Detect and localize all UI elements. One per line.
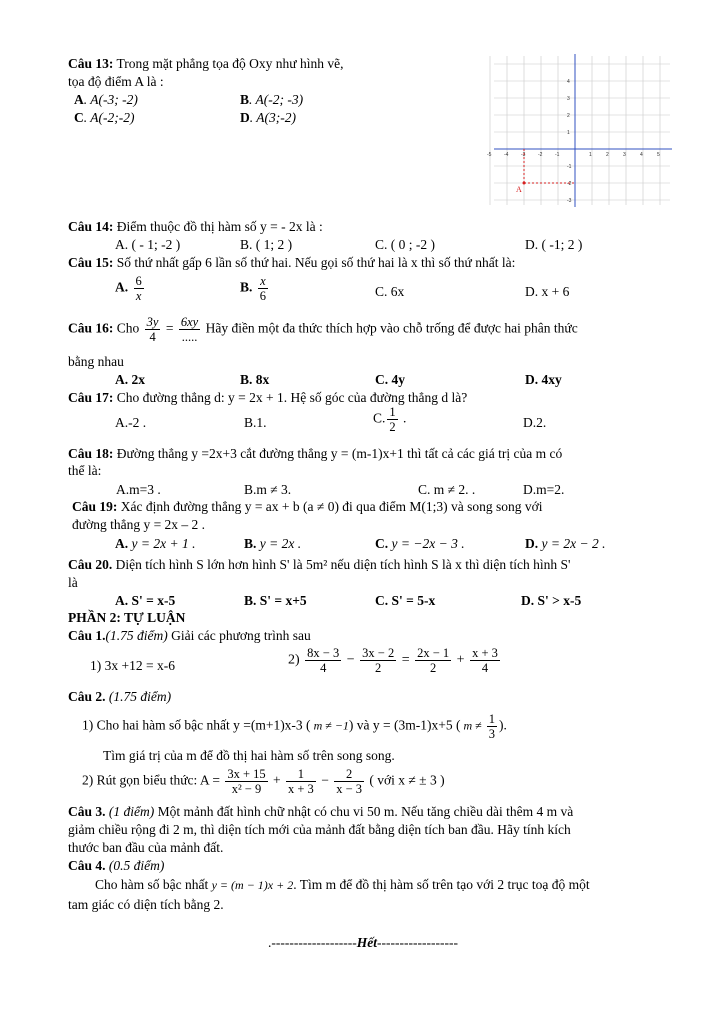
q18-line2: thể là:: [68, 463, 102, 478]
q16-option-c: C. 4y: [375, 372, 405, 387]
y-tick-label: 4: [567, 79, 570, 85]
point-a-label: A: [516, 185, 522, 194]
x-tick-label: -4: [504, 152, 509, 158]
q19-option-c: C. y = −2x − 3 .: [375, 536, 465, 551]
q18-option-b: B.m ≠ 3.: [244, 482, 292, 497]
point-a: [523, 182, 526, 185]
x-tick-label: 3: [623, 152, 626, 158]
q16-line2: bằng nhau: [68, 354, 124, 369]
q14-line: Câu 14: Điểm thuộc đồ thị hàm số y = - 2x là :: [68, 219, 323, 234]
q17-option-c: C. $\frac{1}{2}$ .: [373, 405, 407, 434]
q17-option-a: A.-2 .: [115, 415, 147, 430]
q14-option-d: D. ( -1; 2 ): [525, 237, 583, 252]
q13-label: Câu 13:: [68, 56, 114, 71]
grid-lines: [490, 56, 670, 205]
q16-line: Câu 16: Cho $\frac{3y}{4}$ = $\frac{6xy}{.....}$ Hãy điền một đa thức thích hợp vào chỗ trống để được hai phân thức: [68, 315, 578, 344]
x-tick-label: 4: [640, 152, 643, 158]
q15-option-a: A. $\frac{6}{x}$: [115, 274, 142, 303]
part2-title: PHẦN 2: TỰ LUẬN: [68, 610, 186, 625]
q19-option-a: A. y = 2x + 1 .: [115, 536, 196, 551]
q13-text: Trong mặt phẳng tọa độ Oxy như hình vẽ,: [113, 56, 344, 71]
essay4-line2: tam giác có diện tích bằng 2.: [68, 897, 224, 912]
q16-option-b: B. 8x: [240, 372, 270, 387]
essay2-line: Câu 2. (1.75 điểm): [68, 689, 172, 704]
essay4-text: Cho hàm số bậc nhất y = (m − 1)x + 2. Tìm m để đồ thị hàm số trên tạo với 2 trục toạ độ một: [95, 877, 590, 892]
essay3-line2: giảm chiều rộng đi 2 m, thì diện tích mới của mảnh đất bằng diện tích ban đầu. Hãy tính kích: [68, 822, 571, 837]
essay2-part1: 1) Cho hai hàm số bậc nhất y =(m+1)x-3 ( m ≠ −1) và y = (3m-1)x+5 ( m ≠ $\frac{1}{3}$ ).: [82, 712, 507, 741]
q16-option-d: D. 4xy: [525, 372, 562, 387]
q16-option-a: A. 2x: [115, 372, 145, 387]
essay2-part2: 2) Rút gọn biểu thức: A = $\frac{3x + 15}{\text{x² − 9}}$ + $\frac{1}{x + 3}$ − $\frac{2}{x - 3}$ ( với x ≠ ± 3 ): [82, 767, 445, 796]
essay1-eq2: 2) $\frac{8x - 3}{4}$ − $\frac{3x - 2}{2}$ = $\frac{2x - 1}{2}$ + $\frac{x + 3}{4}$: [288, 646, 498, 675]
q20-option-d: D. S' > x-5: [521, 593, 582, 608]
x-tick-label: 2: [606, 152, 609, 158]
q15-option-b: B. $\frac{x}{6}$: [240, 274, 267, 303]
q15-option-d: D. x + 6: [525, 284, 570, 299]
y-tick-label: 2: [567, 113, 570, 119]
y-tick-label: 3: [567, 96, 570, 102]
q13-option-b: B. A(-2; -3): [240, 92, 304, 107]
q13-option-d: D. A(3;-2): [240, 110, 296, 125]
x-tick-label: -3: [521, 152, 526, 158]
essay3-line1: Câu 3. (1 điểm) Một mảnh đất hình chữ nhật có chu vi 50 m. Nếu tăng chiều dài thêm 4 m và: [68, 804, 574, 819]
q18-option-c: C. m ≠ 2. .: [418, 482, 476, 497]
footer-end-mark: .-------------------Hết------------------: [268, 935, 458, 950]
essay1-eq1: 1) 3x +12 = x-6: [90, 658, 175, 673]
q13-line1: [68, 55, 343, 72]
y-tick-label: -3: [567, 198, 572, 204]
q20-option-a: A. S' = x-5: [115, 593, 176, 608]
essay3-line3: thước ban đầu của mảnh đất.: [68, 840, 224, 855]
q20-line2: là: [68, 575, 78, 590]
y-tick-label: 1: [567, 130, 570, 136]
coordinate-grid-figure: [487, 52, 676, 212]
essay4-line: Câu 4. (0.5 điểm): [68, 858, 165, 873]
q14-option-b: B. ( 1; 2 ): [240, 237, 293, 252]
x-tick-label: -1: [555, 152, 560, 158]
q20-line: Câu 20. Diện tích hình S lớn hơn hình S' là 5m² nếu diện tích hình S là x thì diện tích hình S': [68, 557, 571, 572]
q20-option-b: B. S' = x+5: [244, 593, 307, 608]
x-tick-label: -2: [538, 152, 543, 158]
x-tick-label: -5: [487, 152, 492, 158]
q19-option-b: B. y = 2x .: [244, 536, 302, 551]
q17-option-b: B.1.: [244, 415, 267, 430]
q13-option-c: C. A(-2;-2): [74, 110, 135, 125]
q14-option-a: A. ( - 1; -2 ): [115, 237, 181, 252]
q14-option-c: C. ( 0 ; -2 ): [375, 237, 435, 252]
q20-option-c: C. S' = 5-x: [375, 593, 436, 608]
q19-line2: đường thẳng y = 2x – 2 .: [72, 517, 206, 532]
y-tick-label: -1: [567, 164, 572, 170]
q13-line2: tọa độ điểm A là :: [68, 74, 164, 89]
x-tick-label: 5: [657, 152, 660, 158]
q13-option-a: A. A(-3; -2): [74, 92, 138, 107]
q19-line: Câu 19: Xác định đường thẳng y = ax + b (a ≠ 0) đi qua điểm M(1;3) và song song với: [72, 499, 543, 514]
q19-option-d: D. y = 2x − 2 .: [525, 536, 606, 551]
x-tick-labels: [487, 152, 660, 158]
q18-option-d: D.m=2.: [523, 482, 565, 497]
y-tick-label: -2: [567, 181, 572, 187]
q17-line: Câu 17: Cho đường thẳng d: y = 2x + 1. Hệ số góc của đường thẳng d là?: [68, 390, 468, 405]
q18-line: Câu 18: Đường thẳng y =2x+3 cắt đường thẳng y = (m-1)x+1 thì tất cả các giá trị của m có: [68, 446, 563, 461]
q18-option-a: A.m=3 .: [116, 482, 161, 497]
q17-option-d: D.2.: [523, 415, 547, 430]
q15-option-c: C. 6x: [375, 284, 405, 299]
essay2-part1-line2: Tìm giá trị của m để đồ thị hai hàm số trên song song.: [103, 748, 395, 763]
x-tick-label: 1: [589, 152, 592, 158]
q15-line: Câu 15: Số thứ nhất gấp 6 lần số thứ hai. Nếu gọi số thứ hai là x thì số thứ nhất là:: [68, 255, 516, 270]
essay1-line: Câu 1.(1.75 điểm) Giải các phương trình sau: [68, 628, 311, 643]
